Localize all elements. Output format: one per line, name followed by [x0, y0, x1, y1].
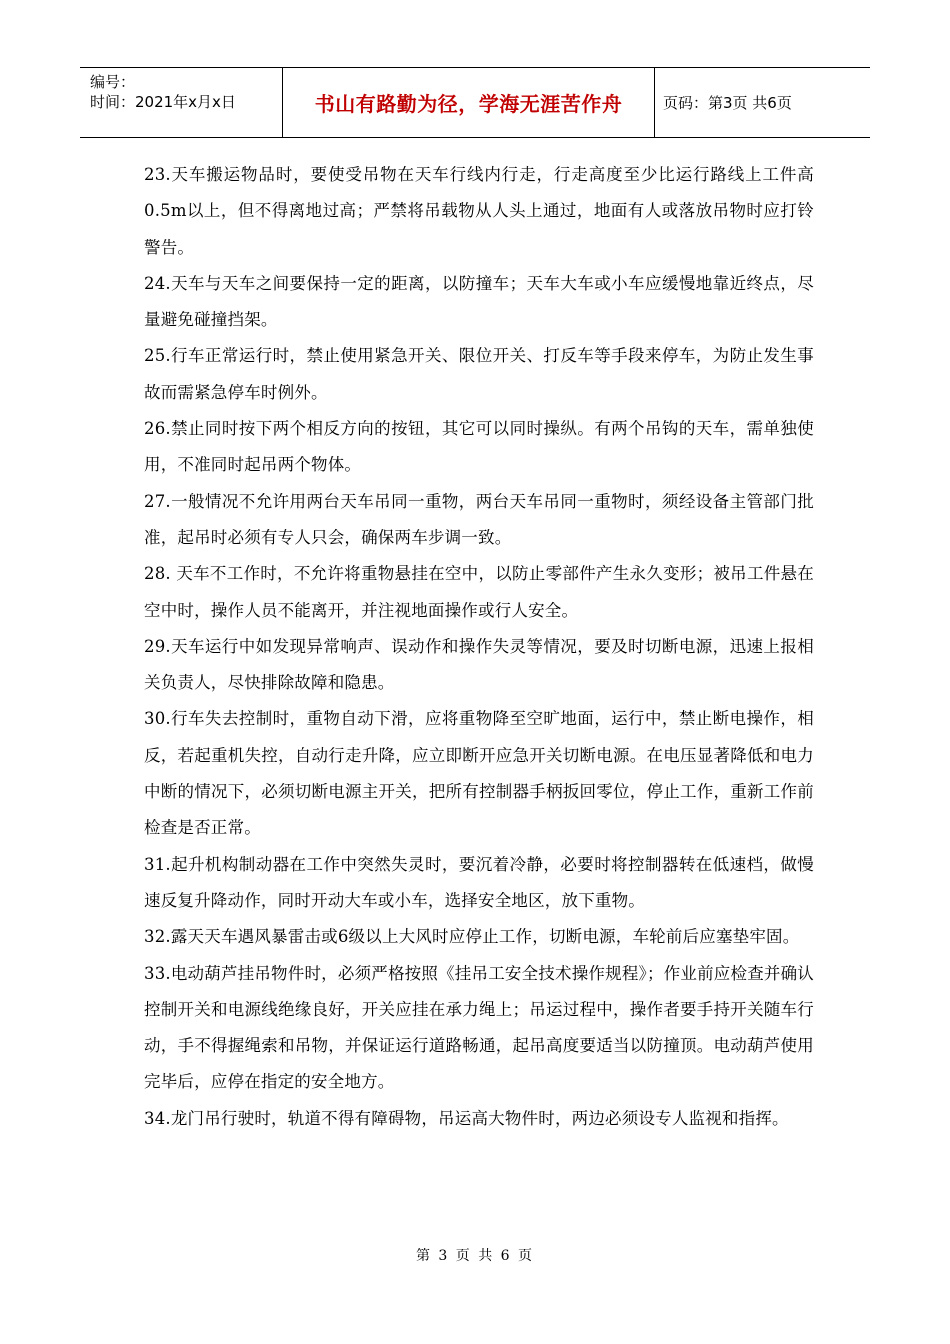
- paragraph-29: 29.天车运行中如发现异常响声、误动作和操作失灵等情况，要及时切断电源，迅速上报相关负责人，尽快排除故障和隐患。: [144, 636, 814, 693]
- paragraph-30: 30.行车失去控制时，重物自动下滑，应将重物降至空旷地面，运行中，禁止断电操作，相反，若起重机失控，自动行走升降，应立即断开应急开关切断电源。在电压显著降低和电力中断的情况下，必须切断电源主开关，把所有控制器手柄扳回零位，停止工作，重新工作前检查是否正常。: [144, 709, 814, 838]
- paragraph-24: 24.天车与天车之间要保持一定的距离，以防撞车；天车大车或小车应缓慢地靠近终点，尽量避免碰撞挡架。: [144, 273, 814, 330]
- document-body: [144, 157, 814, 1137]
- paragraph-25: 25.行车正常运行时，禁止使用紧急开关、限位开关、打反车等手段来停车，为防止发生事故而需紧急停车时例外。: [144, 346, 814, 402]
- document-number-label: 编号：: [90, 73, 136, 91]
- paragraph-34: 34.龙门吊行驶时，轨道不得有障碍物，吊运高大物件时，两边必须设专人监视和指挥。: [144, 1108, 789, 1128]
- header-page-info: 页码：第3页 共6页: [663, 94, 792, 112]
- page-footer: 第 3 页 共 6 页: [415, 1248, 535, 1264]
- paragraph-26: 26.禁止同时按下两个相反方向的按钮，其它可以同时操纵。有两个吊钩的天车，需单独使用，不准同时起吊两个物体。: [144, 419, 814, 475]
- page-header: [80, 67, 870, 138]
- document-time-label: 时间：2021年x月x日: [90, 93, 236, 111]
- header-motto: 书山有路勤为径，学海无涯苦作舟: [282, 68, 655, 137]
- header-info: [80, 68, 282, 137]
- paragraph-32: 32.露天天车遇风暴雷击或6级以上大风时应停止工作，切断电源，车轮前后应塞垫牢固。: [144, 927, 800, 947]
- paragraph-23: 23.天车搬运物品时，要使受吊物在天车行线内行走，行走高度至少比运行路线上工件高0.5m以上，但不得离地过高；严禁将吊载物从人头上通过，地面有人或落放吊物时应打铃警告。: [144, 165, 814, 257]
- paragraph-27: 27.一般情况不允许用两台天车吊同一重物，两台天车吊同一重物时，须经设备主管部门批准，起吊时必须有专人只会，确保两车步调一致。: [144, 491, 814, 547]
- paragraph-31: 31.起升机构制动器在工作中突然失灵时，要沉着冷静，必要时将控制器转在低速档，做慢速反复升降动作，同时开动大车或小车，选择安全地区，放下重物。: [144, 854, 814, 910]
- paragraph-33: 33.电动葫芦挂吊物件时，必须严格按照《挂吊工安全技术操作规程》；作业前应检查并确认控制开关和电源线绝缘良好，开关应挂在承力绳上；吊运过程中，操作者要手持开关随车行动，手不得握绳索和吊物，并保证运行道路畅通，起吊高度要适当以防撞顶。电动葫芦使用完毕后，应停在指定的安全地方。: [144, 963, 814, 1092]
- paragraph-28: 28. 天车不工作时，不允许将重物悬挂在空中，以防止零部件产生永久变形；被吊工件悬在空中时，操作人员不能离开，并注视地面操作或行人安全。: [144, 564, 814, 620]
